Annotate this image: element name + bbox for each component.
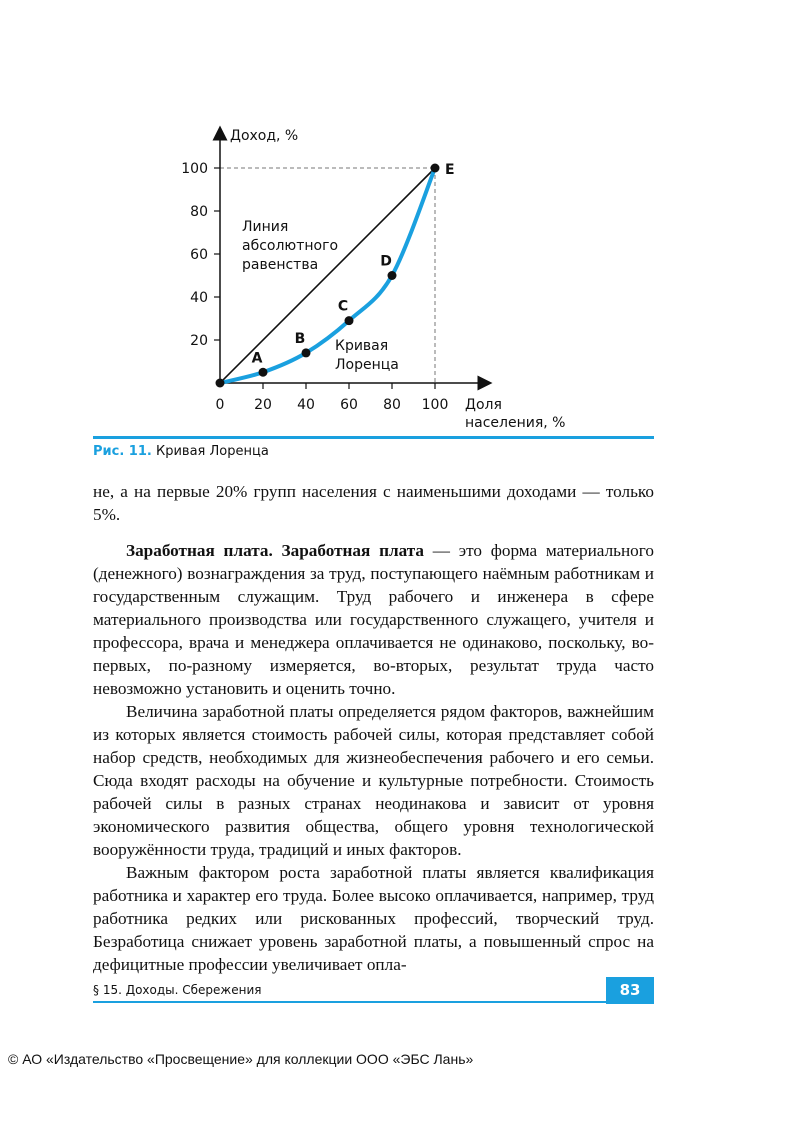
paragraph-continued: не, а на первые 20% групп населения с наименьшими доходами — только 5%. (93, 482, 654, 524)
point-label-b: B (294, 330, 306, 347)
point-b (302, 348, 311, 357)
page-number: 83 (606, 977, 654, 1004)
y-tick-label: 20 (190, 333, 208, 349)
body-text (93, 480, 654, 976)
point-c (345, 316, 354, 325)
point-label-c: C (337, 298, 349, 315)
x-tick-label: 80 (383, 397, 401, 413)
y-tick-label: 60 (190, 247, 208, 263)
point-label-d: D (380, 253, 392, 270)
paragraph-qualification: Важным фактором роста заработной платы является квалификация работника и характер его труда. Более высоко оплачивается, например, труд работника редких или рискованных профессий, творческий труд. Безработица снижает уровень заработной платы, а повышенный спрос на дефицитные профессии увеличивает опла- (93, 863, 654, 974)
lorenz-curve-label: Кривая (335, 338, 389, 354)
y-tick-label: 100 (181, 161, 208, 177)
caption-number: Рис. 11. (93, 444, 152, 459)
lorenz-curve-label: Лоренца (335, 357, 399, 373)
footer-section: § 15. Доходы. Сбережения (93, 983, 262, 997)
paragraph-text: — это форма материального (денежного) вознаграждения за труд, поступающего наёмным работникам и государственным служащим. Труд рабочего и инженера в сфере материального производства или государственного служащего, учителя и профессора, врача и менеджера оплачивается не одинаково, поскольку, во-первых, по-разному измеряется, во-вторых, результат труда часто невозможно установить и оценить точно. (93, 541, 654, 698)
copyright-notice: © АО «Издательство «Просвещение» для коллекции ООО «ЭБС Лань» (8, 1051, 474, 1067)
lorenz-chart (150, 118, 590, 438)
x-tick-label: 40 (297, 397, 315, 413)
y-axis-label: Доход, % (230, 128, 299, 144)
paragraph-factors: Величина заработной платы определяется рядом факторов, важнейшим из которых является стоимость рабочей силы, которая представляет собой набор средств, необходимых для жизнеобеспечения рабочего и его семьи. Сюда входят расходы на обучение и культурные потребности. Стоимость рабочей силы в разных странах неодинакова и зависит от уровня экономического развития общества, общего уровня технологической вооружённости труда, традиций и иных факторов. (93, 702, 654, 859)
origin-point (216, 379, 225, 388)
y-tick-label: 80 (190, 204, 208, 220)
equality-line-label: абсолютного (242, 238, 339, 254)
x-tick-label: 0 (215, 397, 225, 413)
paragraph-wages (93, 539, 654, 700)
footer-rule (93, 1001, 608, 1003)
x-axis-label-line-2: населения, % (465, 415, 566, 431)
x-axis-label-line-1: Доля (465, 397, 502, 413)
point-label-e: E (445, 162, 455, 178)
point-d (388, 271, 397, 280)
x-tick-label: 60 (340, 397, 358, 413)
paragraph-heading: Заработная плата. Заработная плата (126, 541, 425, 560)
caption-text: Кривая Лоренца (151, 444, 269, 459)
equality-line-label: Линия (242, 219, 289, 235)
point-a (259, 368, 268, 377)
point-label-a: A (251, 350, 263, 367)
x-tick-label: 100 (421, 397, 449, 413)
x-tick-label: 20 (254, 397, 272, 413)
caption-rule (93, 436, 654, 439)
point-e (431, 164, 440, 173)
y-tick-label: 40 (190, 290, 208, 306)
equality-line-label: равенства (242, 257, 319, 273)
figure-caption (93, 444, 269, 459)
